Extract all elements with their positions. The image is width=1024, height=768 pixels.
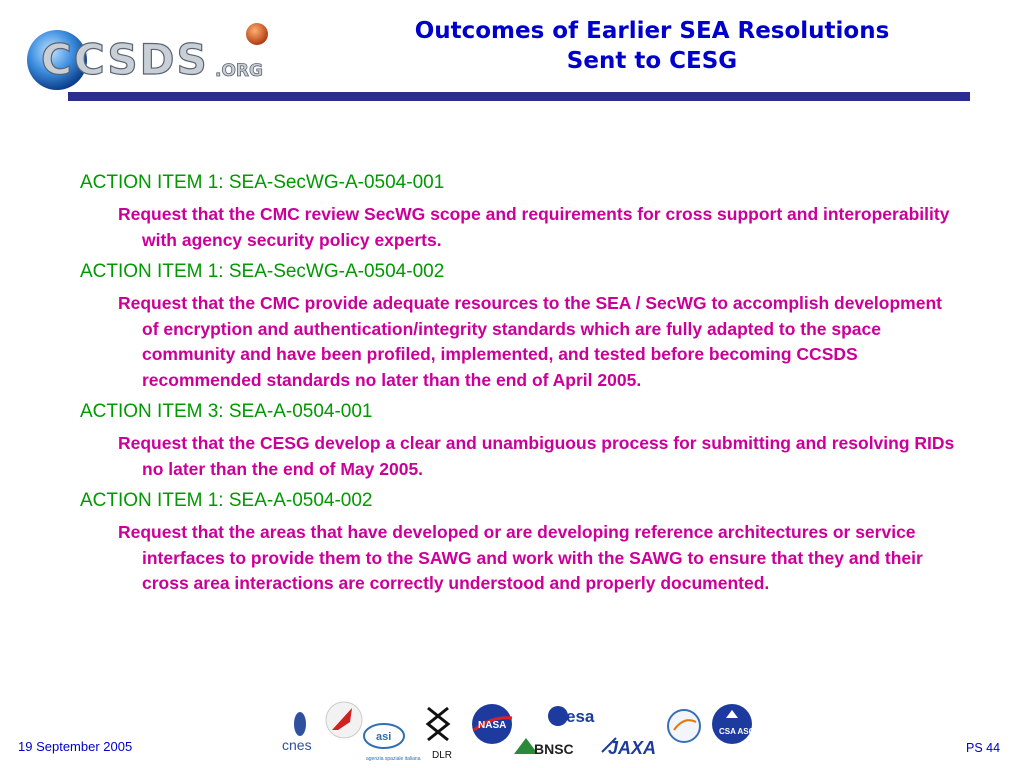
- action-item-heading: ACTION ITEM 3: SEA-A-0504-001: [80, 401, 373, 422]
- action-item-body: Request that the CESG develop a clear and unambiguous process for submitting and resolving RIDs no later than the end of May 2005.: [118, 433, 955, 479]
- action-item: [80, 399, 960, 482]
- svg-text:cnes: cnes: [282, 737, 312, 753]
- footer-date: 19 September 2005: [18, 739, 133, 754]
- esa-logo: [548, 706, 595, 726]
- dlr-logo: [428, 708, 452, 761]
- action-item-heading: ACTION ITEM 1: SEA-A-0504-002: [80, 490, 373, 511]
- action-item-heading: ACTION ITEM 1: SEA-SecWG-A-0504-001: [80, 172, 445, 193]
- action-item: [80, 259, 960, 393]
- svg-text:BNSC: BNSC: [534, 741, 574, 757]
- logo-main-text: CCSDS: [41, 35, 209, 84]
- space-agency-emblem-logo: [326, 702, 362, 738]
- action-item-body: Request that the CMC provide adequate resources to the SEA / SecWG to accomplish development of encryption and authentication/integrity standards which are fully adapted to the space community and have been profiled, implemented, and tested before becoming CCSDS recommended standards no later than the end of April 2005.: [118, 293, 942, 390]
- action-item: [80, 170, 960, 253]
- svg-text:DLR: DLR: [432, 750, 453, 761]
- action-item-body: Request that the areas that have developed or are developing reference architectures or service interfaces to provide them to the SAWG and work with the SAWG to ensure that they and their cross area interactions are correctly understood and properly documented.: [118, 522, 923, 593]
- asi-logo: [364, 724, 421, 762]
- action-items-list: [80, 170, 960, 603]
- jaxa-logo: [602, 738, 656, 758]
- cnes-logo: [282, 712, 312, 753]
- footer-page-number: PS 44: [966, 741, 1001, 755]
- nasa-logo: [472, 704, 512, 744]
- bnsc-logo: [514, 738, 574, 757]
- logo-suffix-text: .ORG: [215, 61, 263, 81]
- agency-logos-strip: [280, 700, 760, 766]
- svg-text:JAXA: JAXA: [608, 738, 657, 758]
- svg-text:asi: asi: [376, 731, 392, 743]
- title-line-2: Sent to CESG: [566, 48, 738, 74]
- action-item-body: Request that the CMC review SecWG scope and requirements for cross support and interoperability with agency security policy experts.: [118, 204, 950, 250]
- csa-logo: [712, 704, 755, 744]
- action-item: [80, 488, 960, 597]
- title-underline-bar: [68, 92, 970, 101]
- svg-text:esa: esa: [566, 707, 595, 726]
- svg-text:CSA ASC: CSA ASC: [719, 727, 755, 736]
- page-title: [360, 16, 944, 76]
- space-agency-round-logo: [668, 710, 700, 742]
- svg-text:NASA: NASA: [478, 720, 507, 731]
- action-item-heading: ACTION ITEM 1: SEA-SecWG-A-0504-002: [80, 261, 445, 282]
- svg-text:agenzia spaziale italiana: agenzia spaziale italiana: [366, 756, 421, 762]
- ccsds-logo: [25, 18, 300, 100]
- title-line-1: Outcomes of Earlier SEA Resolutions: [414, 18, 890, 44]
